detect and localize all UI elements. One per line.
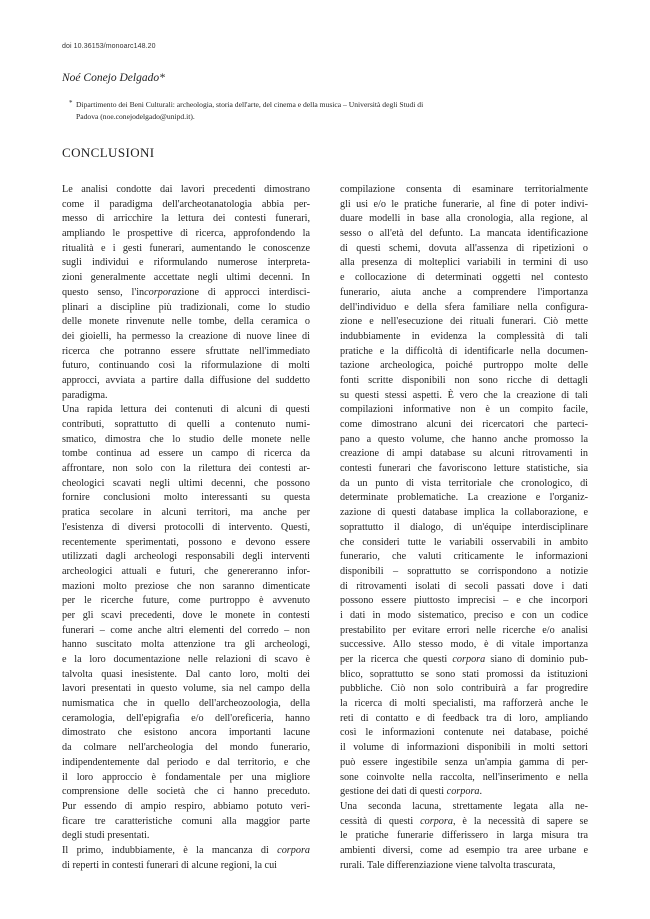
- text-line: utilizzati dagli archeologi responsabili degli interventi: [62, 551, 310, 563]
- text-line: Una seconda lacuna, strettamente legata alla ne-: [340, 800, 588, 812]
- text-line: recentemente sperimentati, possono e devono essere: [62, 536, 310, 548]
- text-line: indubbiamente in evidenza la complessità di tali: [340, 330, 588, 342]
- text-line: da colmare nell'archeologia del mondo funerario,: [62, 742, 310, 754]
- text-line: cheologici scavati negli ultimi decenni, che possono: [62, 477, 310, 489]
- text-line: zioni generalmente accettate negli ultimi decenni. In: [62, 272, 310, 284]
- affiliation-line: Dipartimento dei Beni Culturali: archeologia, storia dell'arte, del cinema e della musica – Università degli Studi di: [76, 100, 424, 109]
- paragraph: [62, 183, 310, 403]
- text-line: e la loro documentazione nelle relazioni di scavo è: [62, 654, 310, 665]
- text-line: funerario, aiuta anche a comprendere l'importanza: [340, 286, 588, 298]
- text-line: funerario, che valuti criticamente le informazioni: [340, 551, 588, 563]
- text-line: sugli individui e riformulando numerose interpreta-: [62, 257, 310, 269]
- text-line: su questi stessi aspetti. È vero che la creazione di tali: [340, 389, 588, 401]
- text-line: degli studi presentati.: [62, 830, 150, 842]
- text-line: ampliando le prospettive di ricerca, approfondendo la: [62, 228, 310, 240]
- text-line: da un punto di vista territoriale che cronologico, di: [340, 477, 588, 489]
- text-line: il volume di informazioni disponibili in molti settori: [340, 742, 588, 754]
- text-line: determinate problematiche. La creazione e l'organiz-: [340, 492, 588, 504]
- text-column-left: [62, 183, 310, 873]
- text-line: affrontare, non solo con la rilettura dei contesti ar-: [62, 463, 310, 475]
- text-line: sesso o all'età del defunto. La mancata identificazione: [340, 228, 588, 240]
- paragraph: [62, 403, 310, 844]
- text-line: comprensione delle società che ci hanno preceduto.: [62, 786, 310, 798]
- text-line: per la ricerca che questi corpora siano di dominio pub-: [340, 654, 588, 665]
- text-line: ricerca che potranno essere sfruttate nell'immediato: [62, 345, 310, 357]
- text-line: ritualità e i gesti funerari, aumentando le conoscenze: [62, 242, 310, 254]
- text-line: archeologici attuali e futuri, che genereranno infor-: [62, 565, 310, 577]
- text-line: Le analisi condotte dai lavori precedenti dimostrano: [62, 184, 310, 195]
- text-line: successive. Allo stesso modo, è di vitale importanza: [340, 639, 588, 651]
- text-line: zazione di questi database implica la collaborazione, e: [340, 507, 588, 519]
- text-line: pano a questo volume, che hanno anche promosso la: [340, 433, 588, 445]
- text-line: rurali. Tale differenziazione viene talvolta trascurata,: [340, 859, 556, 871]
- text-line: Pur essendo di ampio respiro, abbiamo potuto veri-: [62, 800, 310, 812]
- doi-line: doi 10.36153/monoarc148.20: [62, 43, 156, 50]
- text-line: smatico, dimostra che lo studio delle monete nelle: [62, 433, 310, 445]
- text-line: che consideri tutte le variabili osservabili in ambito: [340, 536, 588, 548]
- text-line: cessità di questi corpora, è la necessità di sapere se: [340, 815, 588, 827]
- text-line: duare modelli in base alla cronologia, alla regione, al: [340, 213, 588, 225]
- text-line: come dimostrano alcuni dei ricercatori che parteci-: [340, 419, 588, 430]
- text-line: mazioni molto preziose che non saranno dimenticate: [62, 580, 310, 592]
- text-line: ficare tre caratteristiche comuni alla maggior parte: [62, 815, 310, 827]
- text-line: numismatica che in quello dell'archeozoologia, della: [62, 698, 310, 710]
- text-line: di ritrovamenti isolati di secoli passati dove i dati: [340, 580, 588, 592]
- text-line: contesti funerari che favoriscono letture statistiche, sia: [340, 463, 588, 475]
- text-line: delle monete rinvenute nelle tombe, della ceramica o: [62, 316, 310, 328]
- footnote-marker: *: [69, 99, 73, 107]
- text-line: creazione di ampi database su alcuni ritrovamenti in: [340, 448, 588, 460]
- text-line: hanno suscitato molta attenzione tra gli archeologi,: [62, 639, 310, 651]
- text-line: compilazione consenta di esaminare territorialmente: [340, 184, 588, 195]
- text-line: i dati in modo sistematico, preciso e con un codice: [340, 609, 588, 621]
- text-line: paradigma.: [62, 389, 108, 401]
- text-line: il loro approccio è fondamentale per una migliore: [62, 771, 310, 783]
- text-line: prestabilito per evitare errori nelle ricerche e/o analisi: [340, 624, 588, 636]
- text-line: alla presenza di molteplici variabili in termini di uso: [340, 257, 588, 269]
- author-affiliation: [69, 99, 496, 122]
- text-line: disponibili – soprattutto se corrispondono a notizie: [340, 565, 588, 577]
- text-line: gli usi e/o le pratiche funerarie, al fine di poter indivi-: [340, 198, 588, 210]
- text-line: come il paradigma dell'archeotanatologia abbia per-: [62, 198, 310, 210]
- paragraph: [340, 800, 588, 873]
- text-line: funerari – come anche altri elementi del corredo – non: [62, 624, 310, 636]
- author-name: Noé Conejo Delgado*: [62, 72, 165, 84]
- text-line: può essere ingestibile senza un'ampia gamma di per-: [340, 756, 588, 768]
- text-line: pratiche e la difficoltà di identificarle nella documen-: [340, 345, 588, 357]
- text-line: messo di arricchire la lettura dei contesti funerari,: [62, 213, 310, 225]
- text-line: dei gioielli, ha permesso la creazione di nuove linee di: [62, 330, 310, 342]
- text-line: le pratiche funerarie differissero in larga misura tra: [340, 830, 588, 842]
- text-line: per le ricerche future, come purtroppo è avvenuto: [62, 595, 310, 607]
- text-line: ambienti diversi, come ad esempio tra aree urbane e: [340, 844, 588, 856]
- text-line: gestione dei dati di questi corpora.: [340, 786, 483, 798]
- text-line: soprattutto il dialogo, di un'équipe interdisciplinare: [340, 521, 588, 533]
- text-column-right: [340, 183, 588, 873]
- text-line: tombe continua ad essere un campo di ricerca da: [62, 448, 310, 460]
- text-line: di reperti in contesti funerari di alcune regioni, la cui: [62, 859, 277, 871]
- text-line: sone coinvolte nella raccolta, nell'inserimento e nella: [340, 771, 588, 783]
- text-line: fonti scritte disponibili non sono ricche di dettagli: [340, 374, 588, 386]
- text-line: così le informazioni contenute nei database, poiché: [340, 727, 588, 739]
- text-line: approcci, avviata a partire dalla diffusione del suddetto: [62, 374, 310, 386]
- text-line: blico, soprattutto se sono stati promossi da istituzioni: [340, 668, 588, 680]
- text-line: pubbliche. Ciò non solo contribuirà a far progredire: [340, 683, 588, 695]
- text-line: ceramologia, dell'epigrafia e/o dell'oreficeria, hanno: [62, 712, 310, 724]
- text-line: futuro, continuando così la riformulazione di molti: [62, 360, 310, 372]
- text-line: questo senso, l'incorporazione di approcci interdisci-: [62, 286, 311, 298]
- paragraph: [62, 844, 310, 873]
- text-line: possono essere piuttosto imprecisi – e che incorpori: [340, 595, 588, 607]
- text-line: la ricerca di molti specialisti, ma rafforzerà anche le: [340, 698, 588, 710]
- text-line: dimostrato che esistono ancora importanti lacune: [62, 727, 310, 739]
- text-line: l'esistenza di diversi protocolli di intervento. Questi,: [62, 521, 310, 533]
- text-line: pratica secolare in alcuni territori, ma anche per: [62, 507, 310, 519]
- text-line: zione e nell'esecuzione dei rituali funerari. Ciò mette: [340, 316, 588, 328]
- text-line: indipendentemente dal periodo e dal territorio, e che: [62, 756, 310, 768]
- affiliation-line: Padova (noe.conejodelgado@unipd.it).: [76, 111, 195, 121]
- text-line: fornire conclusioni molto interessanti su questa: [62, 492, 310, 504]
- text-line: plinari a discipline più tradizionali, come lo studio: [62, 301, 310, 313]
- text-line: tazione archeologica, poiché purtroppo molte delle: [340, 360, 588, 372]
- text-line: dell'individuo e della sfera familiare nella configura-: [340, 301, 588, 313]
- paragraph: [340, 183, 588, 800]
- text-line: Una rapida lettura dei contenuti di alcuni di questi: [62, 404, 310, 416]
- section-heading: CONCLUSIONI: [62, 145, 155, 160]
- text-line: per gli scavi precedenti, dove le monete in contesti: [62, 609, 310, 621]
- text-line: e collocazione di determinati oggetti nel contesto: [340, 272, 588, 284]
- text-line: talvolta quasi inesistente. Dal canto loro, molti dei: [62, 668, 310, 680]
- text-line: lavori presentati in questo volume, sia nel campo della: [62, 683, 310, 695]
- text-line: di questi schemi, dovuta all'assenza di ripetizioni o: [340, 242, 588, 254]
- text-line: compilazioni informative non è un compito facile,: [340, 404, 588, 416]
- text-line: contributi, soprattutto di quelli a contenuto numi-: [62, 419, 310, 430]
- text-line: Il primo, indubbiamente, è la mancanza di corpora: [62, 844, 310, 856]
- text-line: reti di contatto e di feedback tra di loro, ampliando: [340, 712, 588, 724]
